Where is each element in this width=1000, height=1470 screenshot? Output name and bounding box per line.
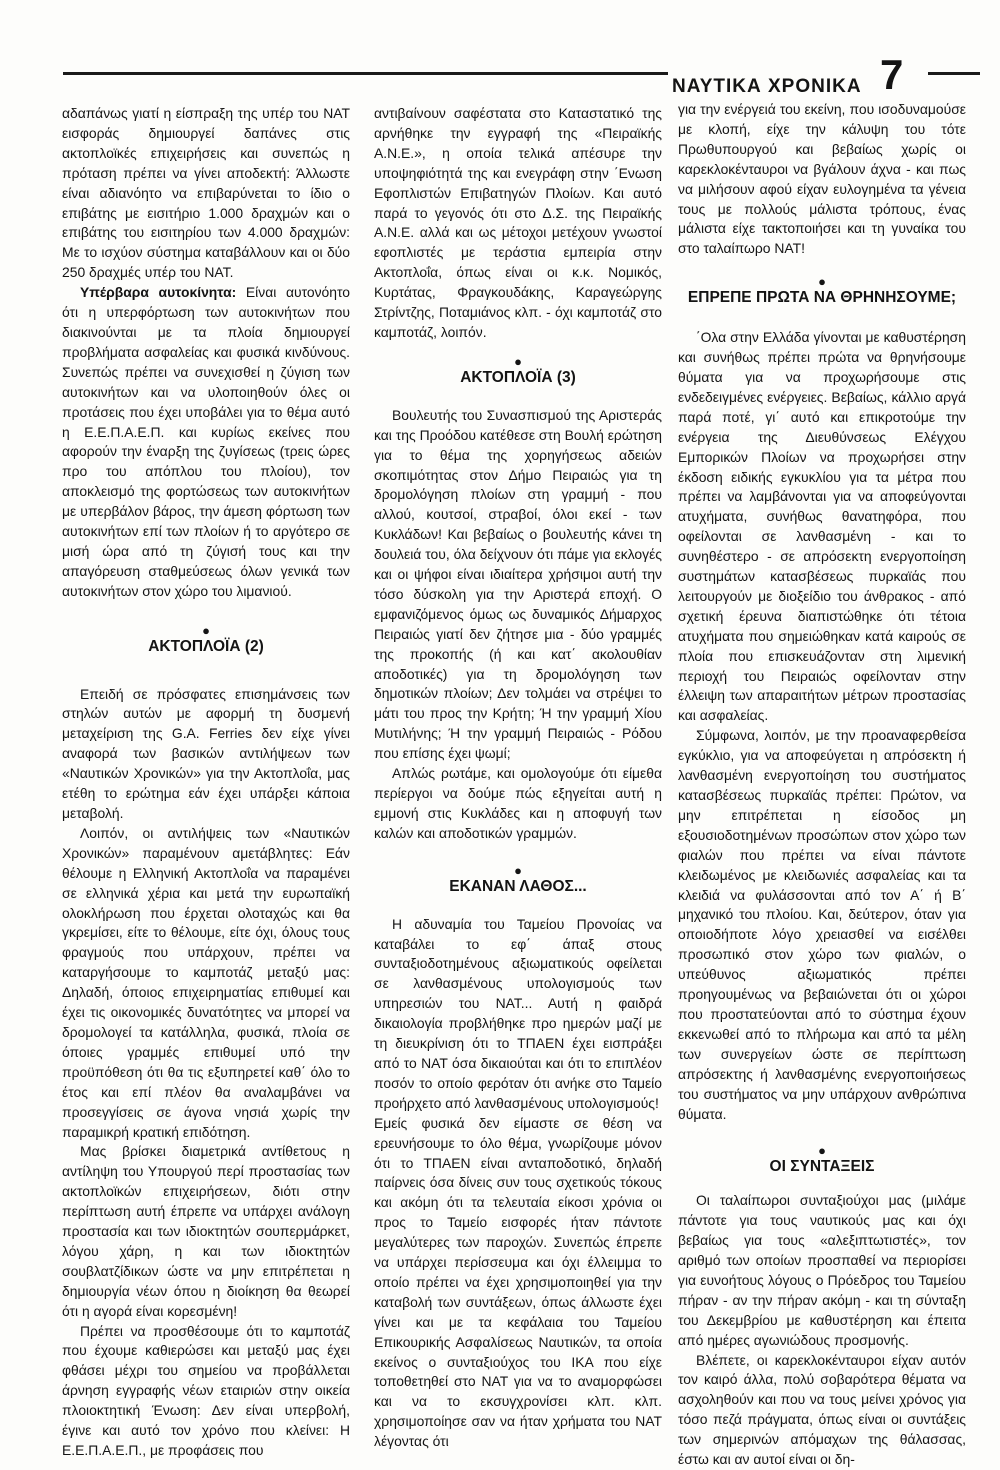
page-number: 7 <box>880 51 904 98</box>
header-rule-right <box>928 72 980 75</box>
paragraph-body: Είναι αυτονόητο ότι η υπερφόρτωση των αυτοκινήτων που διακινούνται με τα πλοία δημιουργεί προβλήματα ασφαλείας και φυσικά κινδύνους. Συνεπώς πρέπει να συνεχισθεί η ζύγιση των αυτοκινήτων και να υλοποιηθούν όλες οι προτάσεις που έχει υποβάλει για το θέμα αυτό η Ε.Ε.Π.Α.Ε.Π. και κυρίως εκείνες που αφορούν την έναρξη της ζυγίσεως (τρεις ώρες προ του απόπλου του πλοίου), τον αποκλεισμό της φορτώσεως των αυτοκινήτων με υπερβάλον βάρος, την άμεση φόρτωση των αυτοκινήτων επί των πλοίων ή το αργότερο σε μισή ώρα από τη ζύγισή τους και την απαγόρευση σταθμεύσεως όλων γενικά των αυτοκινήτων στον χώρο του λιμανιού. <box>62 284 351 599</box>
section-bullet-icon: ● <box>514 353 522 369</box>
section-heading: ΕΠΡΕΠΕ ΠΡΩΤΑ ΝΑ ΘΡΗΝΗΣΟΥΜΕ; <box>687 289 957 307</box>
page-header <box>0 0 1000 100</box>
section-heading: ΑΚΤΟΠΛΟΪΑ (3) <box>460 368 576 386</box>
paragraph: Η αδυναμία του Ταμείου Προνοίας να καταβάλει το εφ΄ άπαξ στους συνταξιοδοτημένους αξιωματικούς οφείλεται σε λανθασμένους υπολογισμούς των υπηρεσιών του ΝΑΤ... Αυτή η φαιδρά δικαιολογία προβλήθηκε προ ημερών μαζί με τη διευκρίνιση ότι το ΤΠΑΕΝ έχει εισπράξει από το ΝΑΤ όσα δικαιούται και ότι το επιπλέον ποσόν το οποίο φερόταν ότι ανήκε στο Ταμείο προήρχετο από λανθασμένους υπολογισμούς! <box>374 915 662 1111</box>
column-2 <box>374 104 662 1450</box>
paragraph: Εμείς φυσικά δεν είμαστε σε θέση να ερευνήσουμε το όλο θέμα, γνωρίζουμε μόνον ότι το ΤΠΑΕΝ είναι ανταποδοτικό, δηλαδή παίρνεις όσα δίνεις συν τους σχετικούς τόκους και ακόμη ότι τα τελευταία είκοσι χρόνια οι προς το Ταμείο εισφορές ήταν πάντοτε μεγαλύτερες των παροχών. Συνεπώς έπρεπε να υπάρχει περίσσευμα και όχι έλλειμμα το οποίο πρέπει να έχει χρησιμοποιηθεί για την καταβολή των συντάξεων, όπως άλλωστε έχει γίνει και με τα κεφάλαια του Ταμείου Επικουρικής Ασφαλίσεως Ναυτικών, τα οποία εκείνος ο συνταξιούχος του ΙΚΑ που είχε τοποθετηθεί στο ΝΑΤ για να το αναμορφώσει και να το εκσυγχρονίσει κλπ. κλπ. χρησιμοποίησε σαν να ήταν χρήματα του ΝΑΤ λέγοντας ότι <box>374 1114 662 1450</box>
section-heading: ΑΚΤΟΠΛΟΪΑ (2) <box>148 637 264 655</box>
section-bullet-icon: ● <box>202 622 210 638</box>
paragraph: Απλώς ρωτάμε, και ομολογούμε ότι είμεθα περίεργοι να δούμε πώς εξηγείται αυτή η εμμονή στις Κυκλάδες και η αποφυγή των καλών και αποδοτικών γραμμών. <box>374 765 662 841</box>
section-bullet-icon: ● <box>818 274 826 290</box>
newspaper-title: ΝΑΥΤΙΚΑ ΧΡΟΝΙΚΑ <box>672 76 862 97</box>
paragraph: Μας βρίσκει διαμετρικά αντίθετους η αντίληψη του Υπουργού περί προστασίας των ακτοπλοϊκών επιχειρήσεων, διότι στην περίπτωση αυτή έπρεπε να υπάρχει ανάλογη προστασία και των ιδιοκτητών σουπερμάρκετ, λόγου χάρη, η και των ιδιοκτητών σουβλατζίδικων ώστε να μην επιτρέπεται η δημιουργία νέων όπου η διοίκηση θα θεωρεί ότι η αγορά είναι κορεσμένη! <box>62 1143 350 1319</box>
paragraph: Βλέπετε, οι καρεκλοκένταυροι είχαν αυτόν τον καιρό άλλα, πολύ σοβαρότερα θέματα να ασχοληθούν και που να τους μείνει χρόνος για τόσο πεζά πράγματα, όπως είναι οι συντάξεις των σημερινών απόμαχων της θάλασσας, έστω και αν αυτοί είναι οι δη- <box>678 1351 966 1468</box>
paragraph: Σύμφωνα, λοιπόν, με την προαναφερθείσα εγκύκλιο, για να αποφεύγεται η απρόσεκτη ή λανθασμένη ενεργοποίηση του συστήματος κατασβέσεως πυρκαϊάς πρέπει: Πρώτον, να μην επιτρέπεται η είσοδος μη εξουσιοδοτημένων προσώπων στον χώρο των φιαλών που πρέπει να είναι πάντοτε κλειδωμένος με κλειδωνιές ασφαλείας και τα κλειδιά να φυλάσσονται από τον Α΄ ή Β΄ μηχανικό του πλοίου. Και, δεύτερον, όταν για οποιοδήποτε λόγο χρειασθεί να εισέλθει προσωπικό στον χώρο των φιαλών, ο υπεύθυνος αξιωματικός πρέπει προηγουμένως να βεβαιώνεται ότι οι χώροι που προστατεύονται από το σύστημα έχουν εκκενωθεί από το πλήρωμα και από τα μέλη των συνεργείων ώστε σε περίπτωση απρόσεκτης ή λανθασμένης ενεργοποιήσεως του συστήματος να μην υπάρχουν ανθρώπινα θύματα. <box>678 727 966 1122</box>
paragraph: Λοιπόν, οι αντιλήψεις των «Ναυτικών Χρονικών» παραμένουν αμετάβλητες: Εάν θέλουμε η Ελληνική Ακτοπλοΐα να παραμένει σε ελληνικά χέρια και μετά την ευρωπαϊκή ολοκλήρωση που έρχεται ολοταχώς και θα γκρεμίσει, είτε το θέλουμε, είτε όχι, όλους τους φραγμούς που υπάρχουν, πρέπει να καταργήσουμε το καμποτάζ μεταξύ μας: Δηλαδή, όποιος επιχειρηματίας επιθυμεί και έχει τις οικονομικές δυνατότητες να μπορεί να δρομολογεί τα κατάλληλα, φυσικά, πλοία σε όποιες γραμμές επιθυμεί υπό την προϋπόθεση ότι θα τις εξυπηρετεί καθ΄ όλο το έτος και επί πλέον θα αναλαμβάνει να προσεγγίσεις σε άγονα νησιά χωρίς την παραμικρή κρατική επιδότηση. <box>62 824 350 1140</box>
section-heading: ΟΙ ΣΥΝΤΑΞΕΙΣ <box>769 1158 875 1176</box>
section-bullet-icon: ● <box>818 1143 826 1159</box>
paragraph: Βουλευτής του Συνασπισμού της Αριστεράς και της Προόδου κατέθεσε στη Βουλή ερώτηση για το θέμα της χορηγήσεως αδειών σκοπιμότητας στον Δήμο Πειραιώς για τη δρομολόγηση πλοίων στη γραμμή - που αλλού, κουτσοί, στραβοί, όλοι εκεί - των Κυκλάδων! Και βεβαίως ο βουλευτής κάνει τη δουλειά του, όλα δείχνουν ότι πάμε για εκλογές και οι ψήφοι είναι ιδιαίτερα χρήσιμοι αυτή την τόσο δύσκολη για την Αριστερά εποχή. Ο εμφανιζόμενος όμως ως δυναμικός Δήμαρχος Πειραιώς γιατί δεν ζήτησε μια - δύο γραμμές της προκοπής (ή και κατ΄ ακολουθίαν αποδοτικές) για τη δρομολόγηση των δημοτικών πλοίων; Δεν τολμάει να στρέψει το μάτι του προς την Κρήτη; Ή την γραμμή Χίου Μυτιλήνης; Ή την γραμμή Πειραιώς - Ρόδου που επίσης έχει ψωμί; <box>374 406 662 762</box>
paragraph: Επειδή σε πρόσφατες επισημάνσεις των στηλών αυτών με αφορμή τη δυσμενή μεταχείριση της G.A. Ferries δεν είχε γίνει αναφορά των βασικών αντιλήψεων των «Ναυτικών Χρονικών» για την Ακτοπλοΐα, μας ετέθη το ερώτημα εάν έχει υπάρξει κάποια μεταβολή. <box>62 685 350 821</box>
section-bullet-icon: ● <box>514 862 522 878</box>
article-columns <box>62 101 980 1468</box>
paragraph: αντιβαίνουν σαφέστατα στο Καταστατικό της αρνήθηκε την εγγραφή της «Πειραϊκής Α.Ν.Ε.», η οποία τελικά απέσυρε την υποψηφιότητά της και ενεγράφη στην ΄Ενωση Εφοπλιστών Επιβατηγών Πλοίων. Και αυτό παρά το γεγονός ότι στο Δ.Σ. της Πειραϊκής Α.Ν.Ε. αλλά και ως μέτοχοι μετέχουν γνωστοί εφοπλιστές με τεράστια εμπειρία στην Ακτοπλοΐα, όπως είναι οι κ.κ. Νομικός, Κυρτάτας, Φραγκουδάκης, Καραγεώργης Στρίντζης, Ποταμιάνος κλπ. - όχι καμποτάζ στο καμποτάζ, λοιπόν. <box>374 105 662 340</box>
header-rule-left <box>63 72 668 75</box>
paragraph: ΄Ολα στην Ελλάδα γίνονται με καθυστέρηση και συνήθως πρέπει πρώτα να θρηνήσουμε θύματα για να προχωρήσουμε στις ενδεδειγμένες ενέργειες. Βεβαίως, κάλλιο αργά παρά ποτέ, γι΄ αυτό και επικροτούμε την ενέργεια της Διευθύνσεως Ελέγχου Εμπορικών Πλοίων να προχωρήσει στην έκδοση ειδικής εγκυκλίου για τα μέτρα που πρέπει να λαμβάνονται για να αποφεύγονται ατυχήματα, συνήθως θανατηφόρα, που οφείλονται σε λανθασμένη - και το συνηθέστερο - σε απρόσεκτη ενεργοποίηση συστημάτων κατασβέσεως πυρκαϊάς που λειτουργούν με διοξείδιο του άνθρακος - από σχετική έρευνα διαπιστώθηκε ότι τέτοια ατυχήματα που σημειώθηκαν κατά καιρούς σε πλοία που επισκευάζονταν στη λιμενική περιοχή του Πειραιώς οφείλονταν στην έλλειψη των απαραιτήτων μέτρων προστασίας και ασφαλείας. <box>678 329 966 724</box>
paragraph: Πρέπει να προσθέσουμε ότι το καμποτάζ που έχουμε καθιερώσει και μεταξύ μας έχει φθάσει μέχρι του σημείου να προβάλλεται άρνηση εγγραφής νέων εταιριών στην οικεία πλοιοκτητική Ένωση: Δεν είναι υπερβολή, έγινε και αυτό τον χρόνο που κλείνει: Η Ε.Ε.Π.Α.Ε.Π., με προφάσεις που <box>62 1322 350 1458</box>
paragraph: Οι ταλαίπωροι συνταξιούχοι μας (μιλάμε πάντοτε για τους ναυτικούς μας και όχι βεβαίως για τους «αλεξιπτωτιστές», τον αριθμό των οποίων προσπαθεί να περιορίσει για ευνοήτους λόγους ο Πρόεδρος του Ταμείου πήραν - αν την πήραν ακόμη - και τη σύνταξη του Δεκεμβρίου με καθυστέρηση και έπειτα από ημέρες αγωνιώδους προσμονής. <box>678 1192 966 1348</box>
paragraph: αδαπάνως γιατί η είσπραξη της υπέρ του ΝΑΤ εισφοράς δημιουργεί δαπάνες στις ακτοπλοϊκές επιχειρήσεις και συνεπώς η πρόταση πρέπει να γίνει αποδεκτή: Άλλωστε είναι αδιανόητο να επιβαρύνεται το ίδιο ο επιβάτης με εισιτήριο 1.000 δραχμών και ο επιβάτης του εισιτηρίου των 4.000 δραχμών: Με το ισχύον σύστημα καταβάλλουν και οι δύο 250 δραχμές υπέρ του ΝΑΤ. <box>62 105 350 281</box>
paragraph: για την ενέργειά του εκείνη, που ισοδυναμούσε με κλοπή, είχε την κάλυψη του τότε Πρωθυπουργού και βεβαίως χωρίς οι καρεκλοκένταυροι να βγάλουν άχνα - και πως να μιλήσουν αφού είχαν ευλογημένα τα γένεια τους με πολλούς μάλιστα τρόπους, ένας μάλιστα είχε τακτοποιήσει και τη γυναίκα του στο ταλαίπωρο ΝΑΤ! <box>678 101 966 257</box>
column-1 <box>62 104 351 1458</box>
paragraph-lead: Υπέρβαρα αυτοκίνητα: <box>80 284 237 301</box>
column-3 <box>678 100 966 1468</box>
paragraph <box>62 283 350 602</box>
section-heading: ΕΚΑΝΑΝ ΛΑΘΟΣ... <box>449 877 587 895</box>
